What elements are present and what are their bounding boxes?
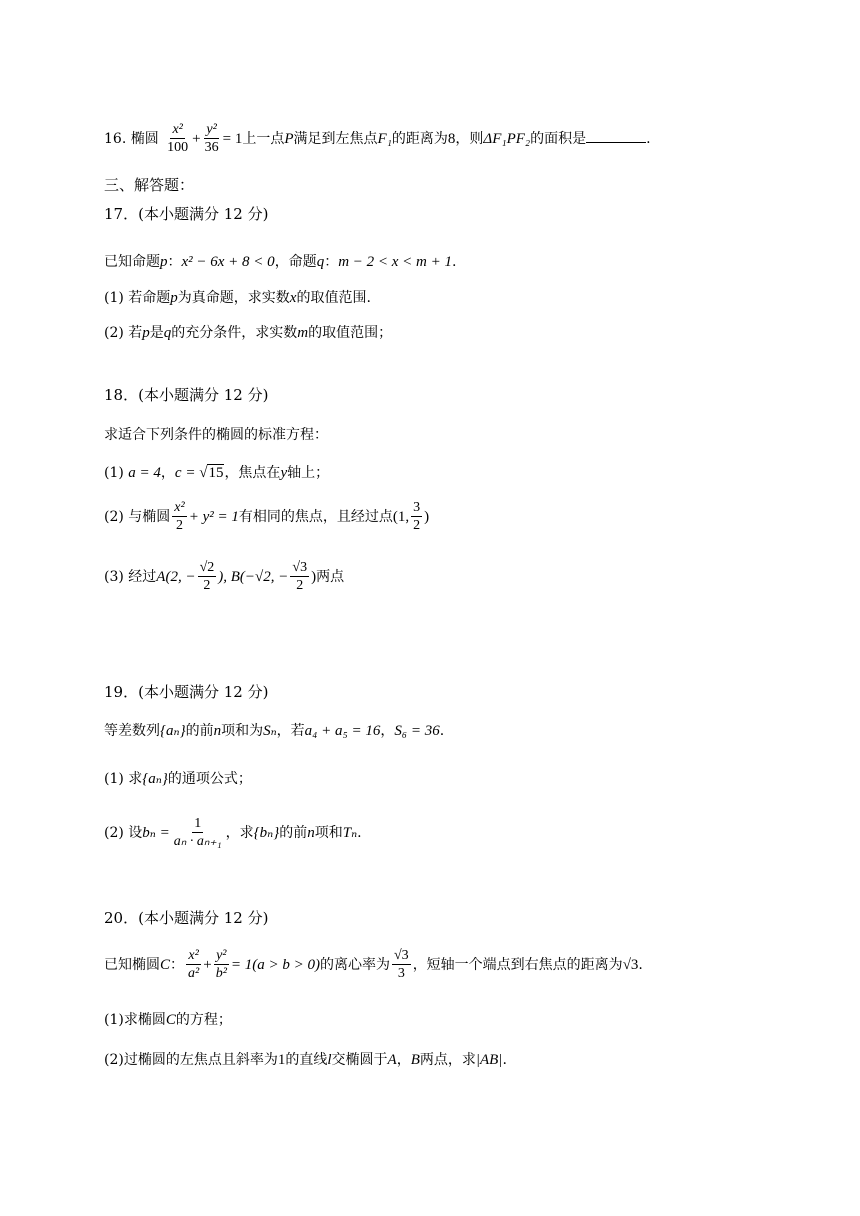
q17-title: 17．(本小题满分 12 分) <box>104 205 269 223</box>
text-fragment: bₙ = <box>142 824 170 841</box>
text-fragment: ，若 <box>276 723 305 739</box>
text-fragment: 的离心率为 <box>320 956 390 973</box>
text-fragment: (1) <box>104 465 124 481</box>
text-fragment: b² <box>215 966 227 982</box>
q19-title: 19．(本小题满分 12 分) <box>104 683 269 701</box>
q19-stem <box>104 724 444 739</box>
text-fragment: 等差数列 <box>104 723 160 739</box>
text-fragment: 的充分条件，求实数 <box>171 325 298 341</box>
text-fragment: (2) 若 <box>104 325 143 341</box>
text-fragment: P <box>284 130 294 147</box>
text-fragment: 两点 <box>316 568 345 585</box>
text-fragment: 15 <box>208 465 224 481</box>
text-fragment: ，短轴一个端点到右焦点的距离为 <box>412 956 623 973</box>
text-fragment: 项和为 <box>221 723 264 739</box>
math-fragment <box>214 948 229 982</box>
text-fragment: . <box>646 130 651 147</box>
text-fragment: ： <box>324 254 339 270</box>
text-fragment: C <box>165 1012 176 1028</box>
text-fragment: 的直线 <box>285 1052 328 1068</box>
text-fragment: 2 <box>203 578 211 594</box>
text-fragment: 的面积是 <box>530 130 587 147</box>
text-fragment: 满足到左焦点 <box>293 130 378 147</box>
text-fragment: n <box>213 723 222 739</box>
text-fragment: S₆ = 36 <box>394 723 440 739</box>
text-fragment: ，则 <box>455 130 484 147</box>
text-fragment: ，求 <box>225 824 254 841</box>
text-fragment: 上一点 <box>242 130 285 147</box>
text-fragment: 36 <box>204 140 219 156</box>
text-fragment: y <box>280 465 288 481</box>
text-fragment: . <box>357 824 362 841</box>
text-fragment: √2 <box>198 560 217 577</box>
text-fragment: q <box>316 254 325 270</box>
text-fragment: Tₙ <box>342 824 358 841</box>
text-fragment: 的距离为 <box>391 130 448 147</box>
text-fragment: ，命题 <box>274 254 317 270</box>
text-fragment: |AB| <box>475 1052 503 1068</box>
text-fragment: aₙ · aₙ₊₁ <box>173 834 222 850</box>
text-fragment: 2 <box>296 578 304 594</box>
text-fragment: q <box>163 325 172 341</box>
text-fragment: + <box>192 130 201 147</box>
text-fragment: B <box>410 1052 420 1068</box>
q18-part-1 <box>104 466 329 481</box>
text-fragment: √3 <box>392 948 411 965</box>
text-fragment: (2) 与椭圆 <box>104 508 171 525</box>
math-fragment <box>392 948 411 982</box>
text-fragment: . <box>638 956 643 973</box>
math-fragment <box>172 500 186 534</box>
text-fragment: p <box>170 290 178 306</box>
text-fragment: = 1(a > b > 0) <box>230 956 320 973</box>
text-fragment: Sₙ <box>263 723 277 739</box>
text-fragment: ) <box>311 568 317 585</box>
text-fragment: 两点，求 <box>419 1052 476 1068</box>
text-fragment: 项和 <box>314 824 343 841</box>
text-fragment: 3 <box>397 966 405 982</box>
math-fragment: √15 <box>199 465 224 481</box>
q20-stem <box>104 948 643 982</box>
text-fragment: 2 <box>175 518 183 534</box>
q16-fraction-y <box>203 122 221 156</box>
text-fragment: a = 4 <box>128 465 161 481</box>
text-fragment: 8 <box>447 130 456 147</box>
text-fragment: (1, <box>392 508 410 525</box>
text-fragment: 的前 <box>185 723 214 739</box>
text-fragment: ， <box>380 723 395 739</box>
math-fragment <box>186 948 201 982</box>
text-fragment: . <box>452 254 457 270</box>
q17-part-1 <box>104 291 371 306</box>
text-fragment: (1) 求 <box>104 771 143 787</box>
text-fragment: l <box>327 1052 332 1068</box>
q18-part-2 <box>104 500 429 534</box>
text-fragment: 轴上； <box>287 465 330 481</box>
text-fragment: 交椭圆于 <box>331 1052 388 1068</box>
text-fragment: {aₙ} <box>160 723 186 739</box>
text-fragment: a² <box>188 966 200 982</box>
text-fragment: (1)求椭圆 <box>104 1012 166 1028</box>
text-fragment: 有相同的焦点，且经过点 <box>238 508 393 525</box>
text-fragment: + <box>203 956 212 973</box>
text-fragment: 的方程； <box>175 1012 232 1028</box>
q19-part-2 <box>104 816 362 850</box>
text-fragment: . <box>439 723 445 739</box>
text-fragment: 1 <box>192 816 203 833</box>
math-fragment <box>411 500 422 534</box>
section-heading: 三、解答题： <box>104 176 195 194</box>
text-fragment: 为真命题，求实数 <box>177 290 290 306</box>
text-fragment: x <box>289 290 297 306</box>
text-fragment: m − 2 < x < m + 1 <box>338 254 452 270</box>
math-fragment <box>172 816 224 850</box>
text-fragment: 的取值范围. <box>296 290 371 306</box>
q18-title: 18．(本小题满分 12 分) <box>104 386 269 404</box>
text-fragment: x² <box>186 948 200 965</box>
text-fragment: x² <box>170 122 184 139</box>
text-fragment: ： <box>170 956 185 973</box>
q18-part-3 <box>104 560 344 594</box>
q20-part-1 <box>104 1013 232 1028</box>
text-fragment: (3) 经过 <box>104 568 157 585</box>
text-fragment: √3 <box>622 956 639 973</box>
text-fragment: (2) 设 <box>104 824 143 841</box>
text-fragment: p <box>160 254 168 270</box>
text-fragment: 已知命题 <box>104 254 160 270</box>
text-fragment: 100 <box>167 140 189 156</box>
text-fragment: ， <box>160 465 175 481</box>
text-fragment: (2)过椭圆的左焦点且斜率为 <box>104 1052 278 1068</box>
answer-blank[interactable] <box>586 130 646 143</box>
text-fragment: (1) 若命题 <box>104 290 171 306</box>
text-fragment: 的通项公式； <box>167 771 252 787</box>
text-fragment: c = <box>174 465 200 481</box>
text-fragment: 的前 <box>279 824 308 841</box>
text-fragment: p <box>142 325 150 341</box>
q19-part-1 <box>104 772 252 787</box>
text-fragment: 已知椭圆 <box>104 956 160 973</box>
q16-fraction-x <box>165 122 190 156</box>
text-fragment: ，焦点在 <box>224 465 281 481</box>
text-fragment: ΔF₁PF₂ <box>483 130 531 147</box>
text-fragment: . <box>502 1052 507 1068</box>
text-fragment: A(2, − <box>156 568 196 585</box>
question-16 <box>104 122 651 156</box>
text-fragment: x² − 6x + 8 < 0 <box>181 254 275 270</box>
text-fragment: √3 <box>290 560 309 577</box>
q18-stem: 求适合下列条件的椭圆的标准方程： <box>104 427 328 443</box>
text-fragment: 是 <box>149 325 164 341</box>
text-fragment: A <box>387 1052 397 1068</box>
text-fragment: a₄ + a₅ = 16 <box>304 723 381 739</box>
q17-part-2 <box>104 326 392 341</box>
text-fragment: F₁ <box>377 130 392 147</box>
text-fragment: ) <box>424 508 430 525</box>
text-fragment: {bₙ} <box>253 824 280 841</box>
text-fragment: 1 <box>277 1052 286 1068</box>
text-fragment: 的取值范围； <box>308 325 393 341</box>
text-fragment: ), B(−√2, − <box>218 568 289 585</box>
q20-title: 20．(本小题满分 12 分) <box>104 909 269 927</box>
text-fragment: y² <box>214 948 228 965</box>
q20-part-2 <box>104 1053 507 1068</box>
math-fragment <box>290 560 309 594</box>
text-fragment: y² <box>204 122 218 139</box>
text-fragment: ， <box>396 1052 411 1068</box>
math-fragment <box>198 560 217 594</box>
text-fragment: C <box>160 956 171 973</box>
text-fragment: + y² = 1 <box>188 508 239 525</box>
text-fragment: ： <box>167 254 182 270</box>
text-fragment: n <box>307 824 315 841</box>
text-fragment: {aₙ} <box>142 771 168 787</box>
text-fragment: 2 <box>413 518 421 534</box>
text-fragment: m <box>297 325 309 341</box>
q16-lead: 16. 椭圆 <box>104 130 159 147</box>
q17-stem <box>104 255 456 270</box>
text-fragment: 3 <box>411 500 422 517</box>
text-fragment: = 1 <box>222 130 243 147</box>
text-fragment: x² <box>172 500 186 517</box>
